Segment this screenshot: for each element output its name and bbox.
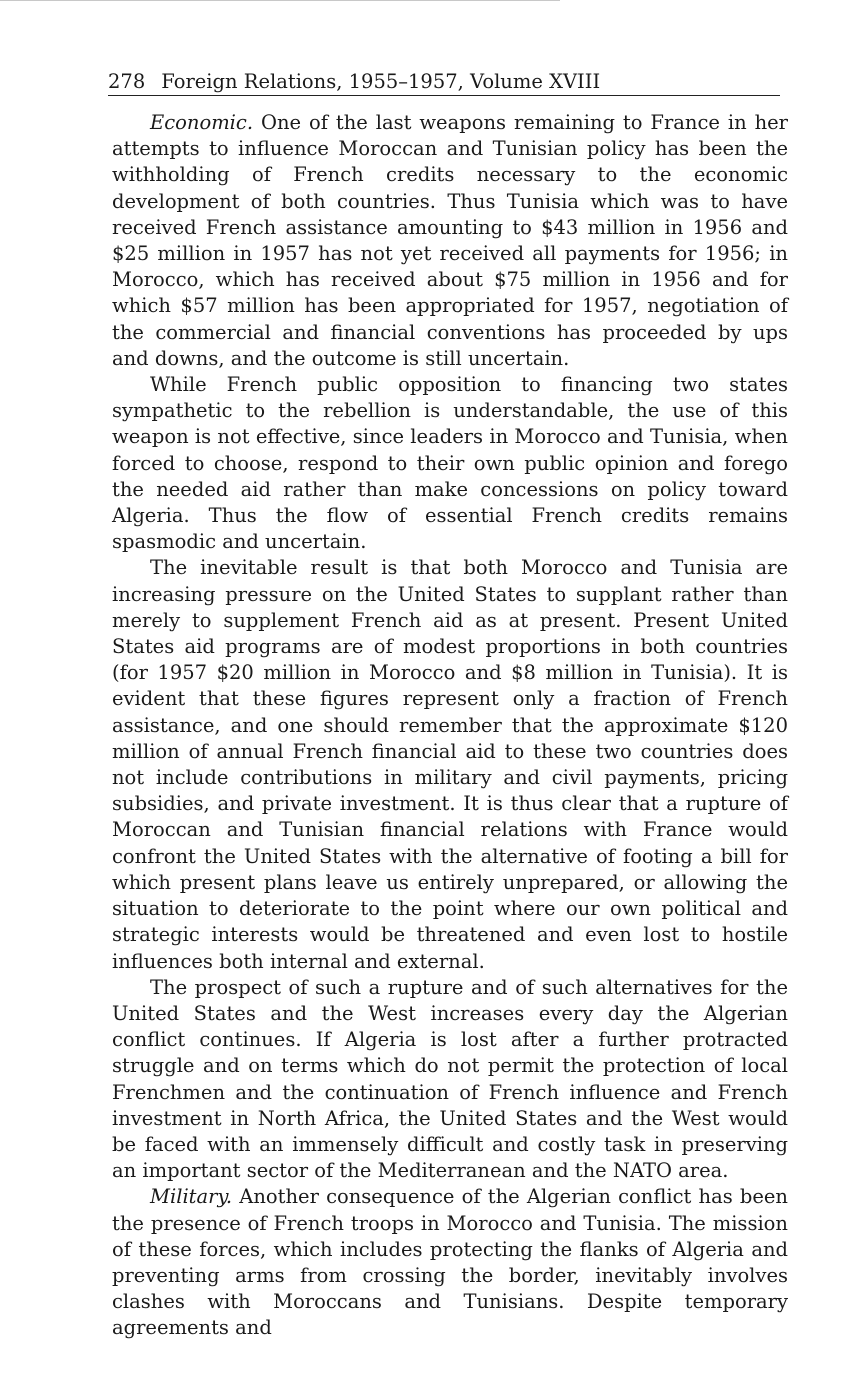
running-head [108,68,780,96]
paragraph-military [112,1184,788,1341]
run-in-heading-economic: Economic. [150,111,254,134]
paragraph-inevitable-result [112,555,788,974]
paragraph-prospect [112,975,788,1185]
paragraph-text: The inevitable result is that both Morocco and Tunisia are increasing pressure on the United States to supplant rather than merely to supplement French aid as at present. Present United States aid programs are of modest proportions in both countries (for 1957 $20 million in Morocco and $8 million in Tunisia). It is evident that these figures represent only a fraction of French assistance, and one should remember that the approximate $120 million of annual French financial aid to these two countries does not include contributions in military and civil payments, pricing subsidies, and private investment. It is thus clear that a rupture of Moroccan and Tunisian financial relations with France would confront the United States with the alternative of footing a bill for which present plans leave us entirely unprepared, or allowing the situation to deteriorate to the point where our own political and strategic interests would be threatened and even lost to hostile influences both internal and external. [112,556,788,973]
paragraph-opposition [112,372,788,555]
paragraph-text: One of the last weapons remaining to France in her attempts to influence Moroccan and Tunisian policy has been the withholding of French credits necessary to the economic development of both countries. Thus Tunisia which was to have received French assistance amounting to $43 million in 1956 and $25 million in 1957 has not yet received all payments for 1956; in Morocco, which has received about $75 million in 1956 and for which $57 million has been appropriated for 1957, negotiation of the commercial and financial conventions has proceeded by ups and downs, and the outcome is still uncertain. [112,111,788,370]
paragraph-text: While French public opposition to financing two states sympathetic to the rebellion is understandable, the use of this weapon is not effective, since leaders in Morocco and Tunisia, when forced to choose, respond to their own public opinion and forego the needed aid rather than make concessions on policy toward Algeria. Thus the flow of essential French credits remains spasmodic and uncertain. [112,373,788,554]
page-number: 278 [108,70,146,93]
body-text [112,110,788,1342]
running-head-title: Foreign Relations, 1955–1957, Volume XVIII [161,70,601,93]
paragraph-text: The prospect of such a rupture and of such alternatives for the United States and the West increases every day the Algerian conflict continues. If Algeria is lost after a further protracted struggle and on terms which do not permit the protection of local Frenchmen and the continuation of French influence and French investment in North Africa, the United States and the West would be faced with an immensely difficult and costly task in preserving an important sector of the Mediterranean and the NATO area. [112,975,788,1183]
run-in-heading-military: Military. [150,1185,233,1209]
paragraph-economic [112,110,788,372]
paragraph-text: Another consequence of the Algerian conflict has been the presence of French troops in Morocco and Tunisia. The mission of these forces, which includes protecting the flanks of Algeria and preventing arms from crossing the border, inevitably involves clashes with Moroccans and Tunisians. Despite temporary agreements and [112,1185,788,1340]
scan-edge-rule [0,0,560,1]
